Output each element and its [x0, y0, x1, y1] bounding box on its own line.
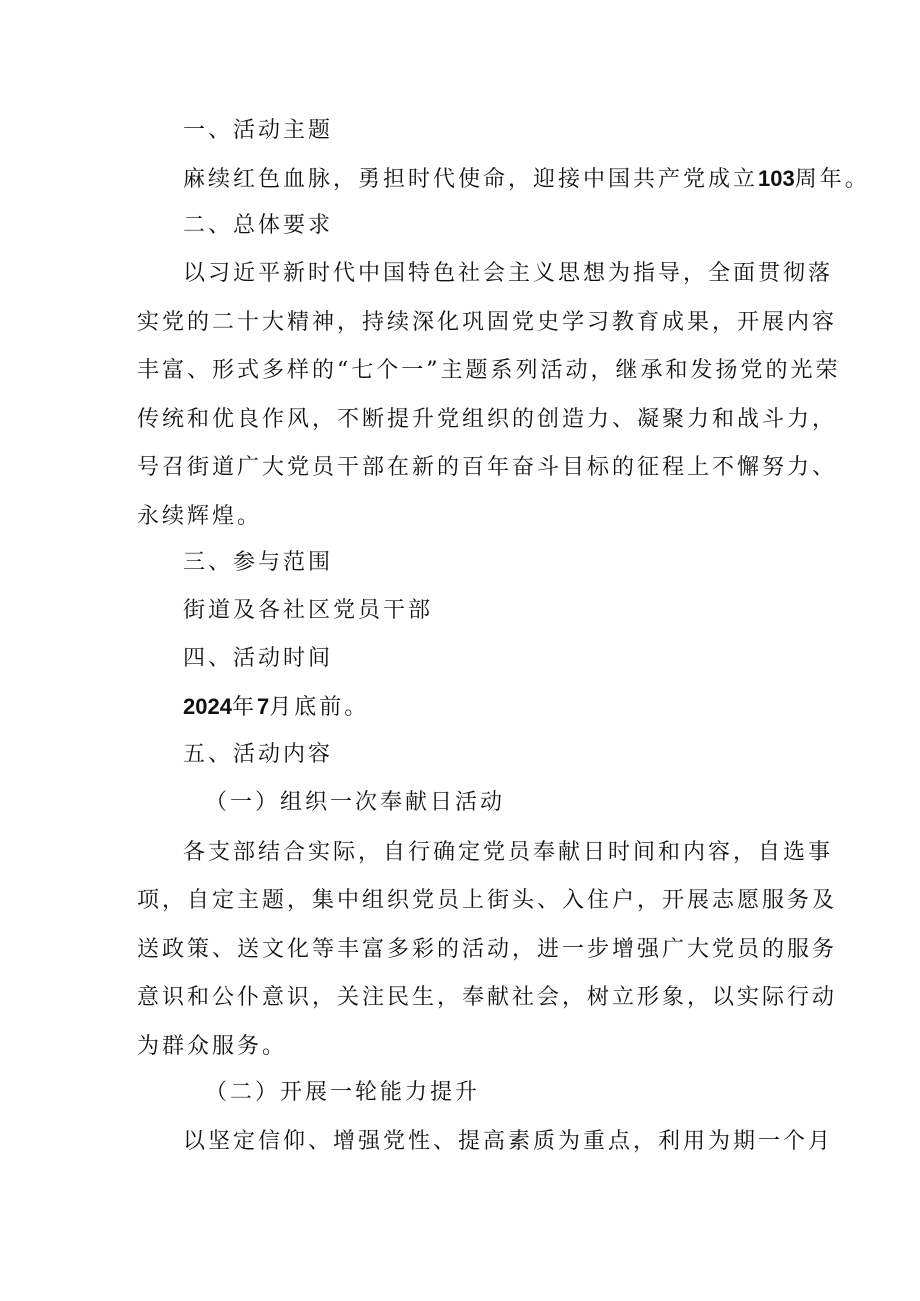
time-year: 2024 [183, 694, 232, 719]
scope-text: 街道及各社区党员干部 [183, 598, 434, 623]
requirements-line-3: 丰富、形式多样的“七个一”主题系列活动，继承和发扬党的光荣 [137, 358, 841, 383]
content-line-2: 项，自定主题，集中组织党员上街头、入住户，开展志愿服务及 [137, 888, 838, 913]
requirements-line-4: 传统和优良作风，不断提升党组织的创造力、凝聚力和战斗力， [137, 407, 838, 432]
time-month: 7 [256, 694, 270, 719]
requirements-line-1: 以习近平新时代中国特色社会主义思想为指导，全面贯彻落 [183, 261, 834, 286]
section-heading-3: 三、参与范围 [183, 550, 334, 575]
theme-text: 麻续红色血脉，勇担时代使命，迎接中国共产党成立 [183, 167, 759, 192]
time-end: 月底前。 [269, 695, 370, 720]
subsection-heading-2: （二）开展一轮能力提升 [205, 1080, 481, 1105]
content-line-5: 为群众服务。 [137, 1034, 288, 1059]
requirements-line-2: 实党的二十大精神，持续深化巩固党史学习教育成果，开展内容 [137, 310, 838, 335]
theme-text-end: 周年。 [794, 167, 870, 192]
section-heading-2: 二、总体要求 [183, 213, 334, 238]
requirements-line-5: 号召街道广大党员干部在新的百年奋斗目标的征程上不懈努力、 [137, 455, 838, 480]
theme-paragraph [183, 164, 870, 195]
time-text [183, 692, 843, 723]
section-heading-5: 五、活动内容 [183, 742, 334, 767]
content-line-1: 各支部结合实际，自行确定党员奉献日时间和内容，自选事 [183, 840, 834, 865]
time-year-unit: 年 [231, 695, 257, 720]
theme-anniversary-number: 103 [758, 166, 795, 191]
capability-line-1: 以坚定信仰、增强党性、提高素质为重点，利用为期一个月 [183, 1129, 834, 1154]
subsection-heading-1: （一）组织一次奉献日活动 [205, 790, 506, 815]
content-line-4: 意识和公仆意识，关注民生，奉献社会，树立形象，以实际行动 [137, 985, 838, 1010]
requirements-line-6: 永续辉煌。 [137, 504, 263, 529]
content-line-3: 送政策、送文化等丰富多彩的活动，进一步增强广大党员的服务 [137, 937, 838, 962]
section-heading-1: 一、活动主题 [183, 118, 334, 143]
section-heading-4: 四、活动时间 [183, 646, 334, 671]
